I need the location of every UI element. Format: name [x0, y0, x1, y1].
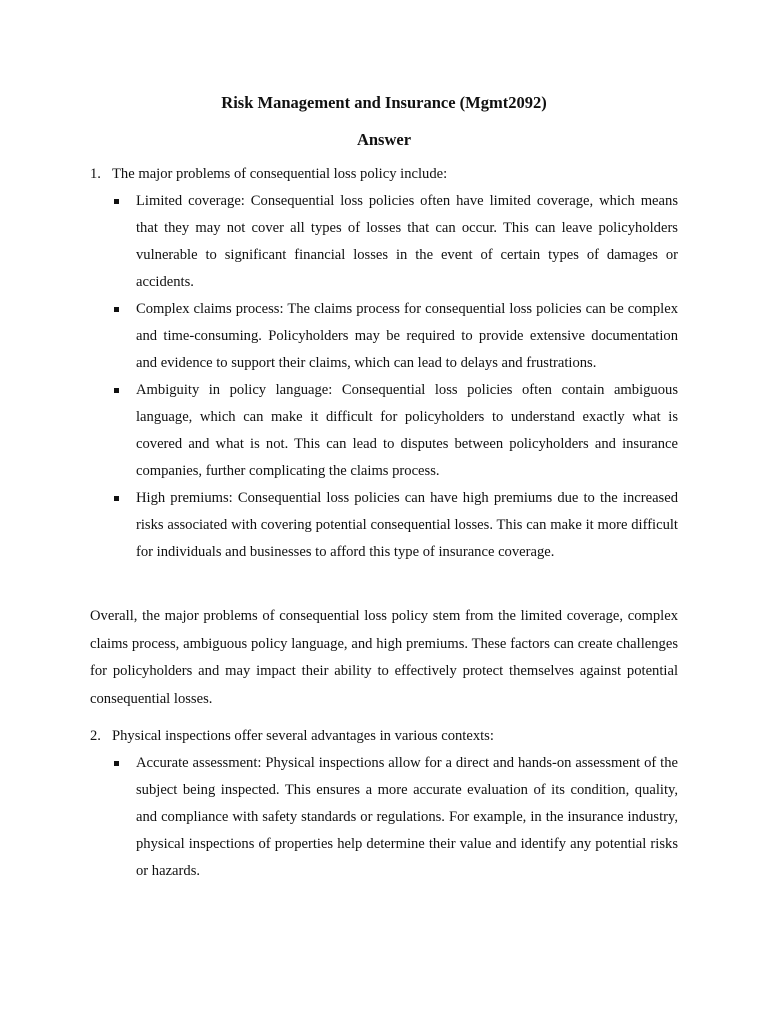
bullet-square-icon: [114, 761, 119, 766]
bullet-text: Complex claims process: The claims process for consequential loss policies can be complex and time-consuming. Policyholders may be required to provide extensive documentation and evidence to support their claims, which can lead to delays and frustrations.: [136, 301, 678, 371]
list-item: [110, 750, 678, 885]
bullet-square-icon: [114, 496, 119, 501]
question-1-bullet-list: [110, 188, 678, 566]
document-title: Risk Management and Insurance (Mgmt2092): [221, 93, 547, 112]
list-item: [110, 296, 678, 377]
document-subtitle: Answer: [356, 130, 412, 149]
bullet-text: Accurate assessment: Physical inspections allow for a direct and hands-on assessment of the subject being inspected. This ensures a more accurate evaluation of its condition, quality, and compliance with safety standards or regulations. For example, in the insurance industry, physical inspections of properties help determine their value and identify any potential risks or hazards.: [136, 755, 678, 879]
list-item: [110, 188, 678, 296]
summary-paragraph: Overall, the major problems of consequential loss policy stem from the limited coverage, complex claims process, ambiguous policy language, and high premiums. These factors can create challenges for policyholders and may impact their ability to effectively protect themselves against potential consequential losses.: [90, 608, 678, 707]
question-2-bullet-list: [110, 750, 678, 885]
question-2-number: 2.: [90, 728, 101, 744]
bullet-square-icon: [114, 388, 119, 393]
question-1-text: The major problems of consequential loss policy include:: [112, 166, 448, 182]
question-2: [90, 723, 680, 750]
list-item: [110, 377, 678, 485]
bullet-text: Limited coverage: Consequential loss policies often have limited coverage, which means that they may not cover all types of losses that can occur. This can leave policyholders vulnerable to significant financial losses in the event of certain types of damages or accidents.: [136, 193, 678, 290]
list-item: [110, 485, 678, 566]
question-2-text: Physical inspections offer several advantages in various contexts:: [112, 728, 494, 744]
bullet-text: Ambiguity in policy language: Consequential loss policies often contain ambiguous language, which can make it difficult for policyholders to understand exactly what is covered and what is not. This can lead to disputes between policyholders and insurance companies, further complicating the claims process.: [136, 382, 678, 479]
bullet-square-icon: [114, 199, 119, 204]
question-1: [90, 161, 680, 188]
question-1-number: 1.: [90, 166, 101, 182]
bullet-square-icon: [114, 307, 119, 312]
bullet-text: High premiums: Consequential loss policies can have high premiums due to the increased risks associated with covering potential consequential losses. This can make it more difficult for individuals and businesses to afford this type of insurance coverage.: [136, 490, 678, 560]
